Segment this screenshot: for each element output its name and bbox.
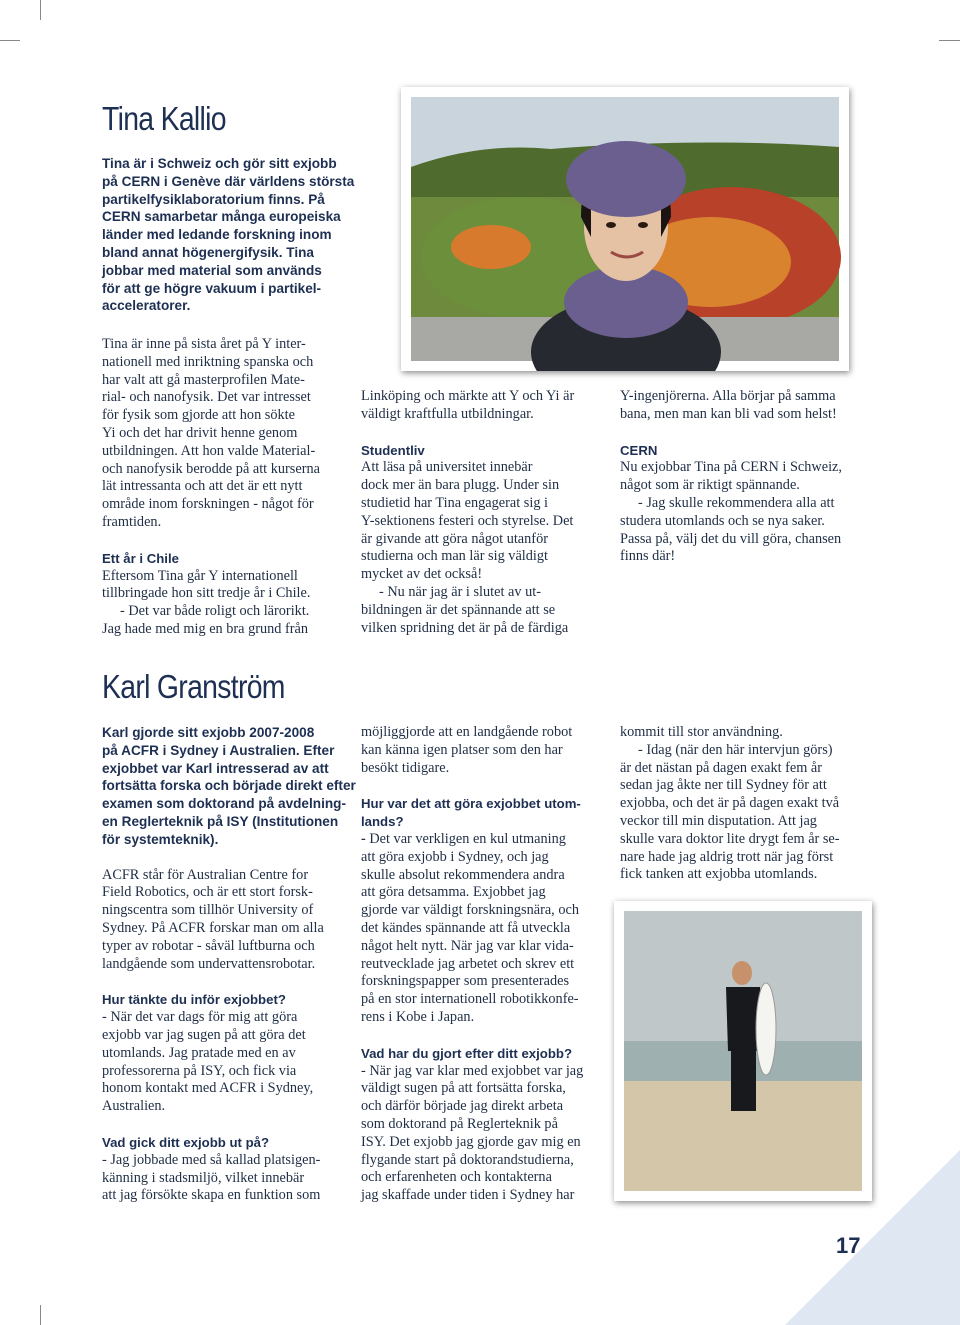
portrait-image (401, 87, 849, 371)
tina-name-heading: Tina Kallio (102, 100, 226, 137)
karl-lead: Karl gjorde sitt exjobb 2007-2008 på ACFR i Sydney i Australien. Efter exjobbet var Karl intresserad av att fortsätta forska och började direkt efter examen som doktorand på avdelning- en Reglerteknik på ISY (Institutionen för systemteknik). (102, 725, 356, 847)
karl-abroad-section: Hur var det att göra exjobbet utom- lands? - Det var verkligen en kul utmaning att göra exjobb i Sydney, och jag skulle absolut rekommendera andra att göra detsamma. Exjobbet jag gjorde var väldigt forskningsnära, och det kändes spännande att få utveckla något helt nytt. När jag var klar vida- reutvecklade jag arbetet och skrev ett forskningspapper som presenterades på en stor internationell robotikkonfe- rens i Kobe i Japan. (361, 795, 611, 1026)
karl-column-1: Karl gjorde sitt exjobb 2007-2008 på ACFR i Sydney i Australien. Efter exjobbet var Karl intresserad av att fortsätta forska och började direkt efter examen som doktorand på avdelning- en Reglerteknik på ISY (Institutionen för systemteknik). ACFR står för Australian Centre for Field Robotics, och är ett stort forsk- ningscentra som tillhör University of Sydney. På ACFR forskar man om alla typer av robotar - såväl luftburna och landgående som undervattensrobotar. Hur tänkte du inför exjobbet? - När det var dags för mig att göra exjobb var jag sugen på att göra det utomlands. Jag pratade med en av professorerna på ISY, och fick via honom kontakt med ACFR i Sydney, Australien. Vad gick ditt exjobb ut på? - Jag jobbade med så kallad platsigen- känning i stadsmiljö, vilket innebär att jag försökte skapa en funktion som (102, 725, 356, 1204)
tina-studentliv-section: Studentliv Att läsa på universitet innebär dock mer än bara plugg. Under sin studietid har Tina engagerat sig i Y-sektionens festeri och styrelse. Det är givande att göra något utanför studierna och man lär sig väldigt mycket av det också! - Nu när jag är i slutet av ut- bildningen är det spännande att se vilken spridning det är på de färdiga (361, 442, 606, 638)
tina-cern-section: CERN Nu exjobbar Tina på CERN i Schweiz, något som är riktigt spännande. - Jag skulle rekommendera alla att studera utomlands och se nya saker. Passa på, välj det du vill göra, chansen finns där! (620, 442, 865, 567)
tina-column-1 (102, 155, 355, 333)
section-heading: Hur var det att göra exjobbet utom- (361, 796, 581, 812)
crop-mark (40, 0, 41, 20)
tina-column-1b (102, 336, 352, 657)
section-heading: Vad har du gjort efter ditt exjobb? (361, 1045, 573, 1061)
tina-column-3: Y-ingenjörerna. Alla börjar på samma bana, men man kan bli vad som helst! CERN Nu exjobbar Tina på CERN i Schweiz, något som är riktigt spännande. - Jag skulle rekommendera alla att studera utomlands och se nya saker. Passa på, välj det du vill göra, chansen finns där! (620, 388, 865, 584)
section-heading: Studentliv (361, 442, 425, 458)
karl-column-3: kommit till stor användning. - Idag (när den här intervjun görs) är det nästan på dagen exakt fem år sedan jag åkte ner till Sydney för att exjobba, och det är på dagen exakt två veckor till min disputation. Att jag skulle vara doktor lite drygt fem år se- nare hade jag aldrig trott när jag först fick tanken att exjobba utomlands. (620, 724, 840, 883)
crop-mark (0, 40, 20, 41)
page-number: 17 (836, 1233, 861, 1258)
karl-how-section: Vad gick ditt exjobb ut på? - Jag jobbade med så kallad platsigen- känning i stadsmiljö, vilket innebär att jag försökte skapa en funktion som (102, 1134, 352, 1205)
section-heading: CERN (620, 442, 658, 458)
karl-before-section: Hur tänkte du inför exjobbet? - När det var dags för mig att göra exjobb var jag sugen på att göra det utomlands. Jag pratade med en av professorerna på ISY, och fick via honom kontakt med ACFR i Sydney, Australien. (102, 991, 352, 1116)
section-heading: Vad gick ditt exjobb ut på? (102, 1134, 270, 1150)
tina-lead: Tina är i Schweiz och gör sitt exjobb på CERN i Genève där världens största partikelfysiklaboratorium finns. På CERN samarbetar många europeiska länder med ledande forskning inom bland annat högenergifysik. Tina jobbar med material som används för att ge högre vakuum i partikel- acceleratorer. (102, 156, 355, 314)
karl-name-heading: Karl Granström (102, 668, 285, 705)
tina-paragraph: Tina är inne på sista året på Y inter- nationell med inriktning spanska och har valt att gå masterprofilen Mate- rial- och nanofysik. Det var intresset för fysik som gjorde att hon sökte Yi och det har drivit henne genom utbildningen. Att hon valde Material- och nanofysik berodde på att kurserna lät intressanta och att det är ett nytt område inom forskningen - något för framtiden. (102, 336, 320, 530)
section-heading: Ett år i Chile (102, 550, 179, 566)
crop-mark (939, 40, 960, 41)
tina-chile-section: Ett år i Chile Eftersom Tina går Y internationell tillbringade hon sitt tredje år i Chile. - Det var både roligt och lärorikt. Jag hade med mig en bra grund från (102, 550, 352, 639)
section-heading: Hur tänkte du inför exjobbet? (102, 992, 286, 1008)
crop-mark (40, 1305, 41, 1325)
karl-column-2: möjliggjorde att en landgående robot kan känna igen platser som den har besökt tidigare. Hur var det att göra exjobbet utom- lands? - Det var verkligen en kul utmaning att göra exjobb i Sydney, och jag skulle absolut rekommendera andra att göra detsamma. Exjobbet jag gjorde var väldigt forskningsnära, och det kändes spännande att få utveckla något helt nytt. När jag var klar vida- reutvecklade jag arbetet och skrev ett forskningspapper som presenterades på en stor internationell robotikkonfe- rens i Kobe i Japan. Vad har du gjort efter ditt exjobb? - När jag var klar med exjobbet var jag väldigt sugen på att fortsätta forska, och därför började jag direkt arbeta som doktorand på Reglerteknik på ISY. Det exjobb jag gjorde gav mig en flygande start på doktorandstudierna, och erfarenheten och kontakterna jag skaffade under tiden i Sydney har (361, 724, 611, 1223)
karl-after-section: Vad har du gjort efter ditt exjobb? - När jag var klar med exjobbet var jag väldigt sugen på att fortsätta forska, och därför började jag direkt arbeta som doktorand på Reglerteknik på ISY. Det exjobb jag gjorde gav mig en flygande start på doktorandstudierna, och erfarenheten och kontakterna jag skaffade under tiden i Sydney har (361, 1045, 611, 1205)
tina-column-2: Linköping och märkte att Y och Yi är väldigt kraftfulla utbildningar. Studentliv Att läsa på universitet innebär dock mer än bara plugg. Under sin studietid har Tina engagerat sig i Y-sektionens festeri och styrelse. Det är givande att göra något utanför studierna och man lär sig väldigt mycket av det också! - Nu när jag är i slutet av ut- bildningen är det spännande att se vilken spridning det är på de färdiga (361, 388, 606, 655)
section-heading: lands? (361, 814, 404, 830)
page-corner-decoration (785, 1150, 960, 1325)
tina-photo (401, 87, 849, 371)
